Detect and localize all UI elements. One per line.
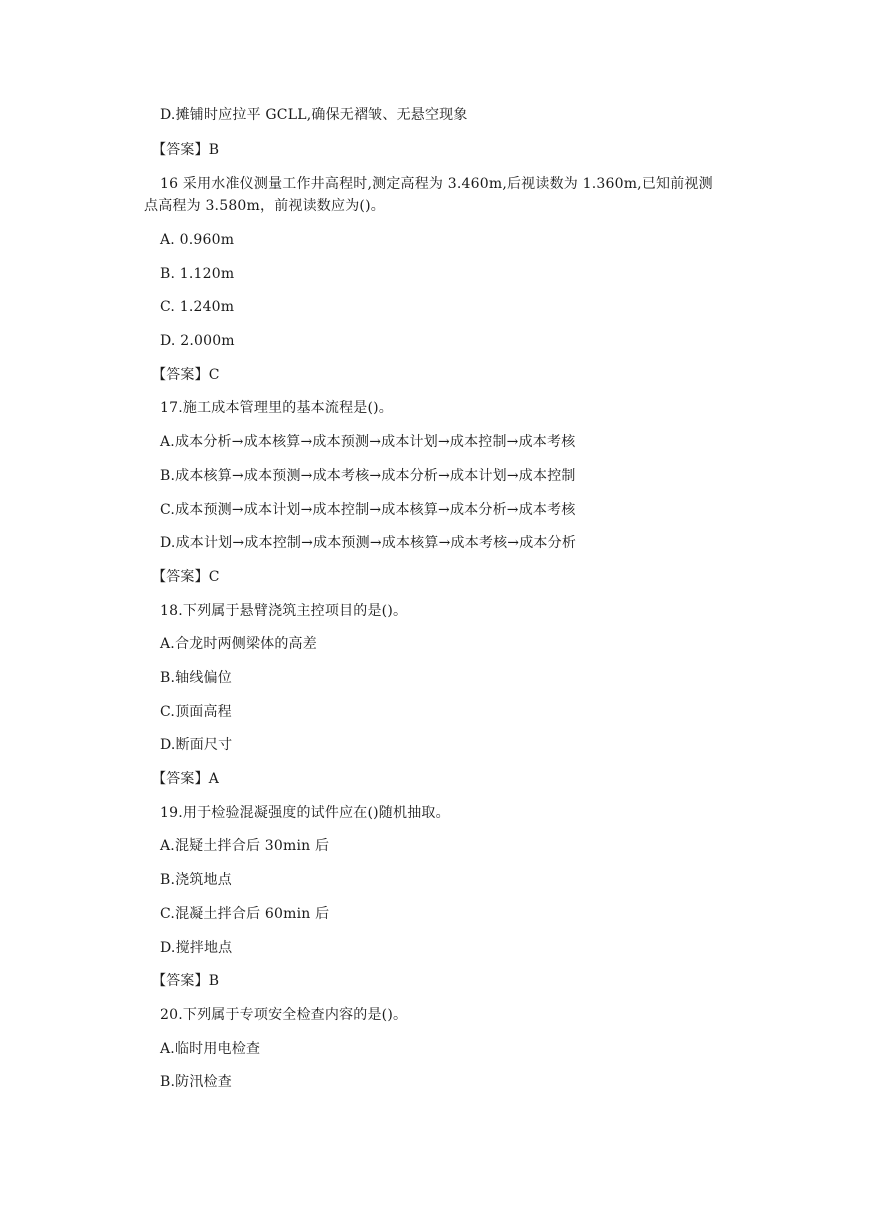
q17-option-b: B.成本核算→成本预测→成本考核→成本分析→成本计划→成本控制 <box>160 468 576 484</box>
q19-text: 19.用于检验混凝强度的试件应在()随机抽取。 <box>160 805 450 821</box>
q16-option-a: A. 0.960m <box>160 232 235 248</box>
q16-answer: 【答案】C <box>152 367 220 383</box>
q19-option-b: B.浇筑地点 <box>160 872 232 888</box>
q19-option-a: A.混疑土拌合后 30min 后 <box>160 838 330 854</box>
q17-option-d: D.成本计划→成本控制→成本预测→成本核算→成本考核→成本分析 <box>160 535 577 551</box>
q16-option-d: D. 2.000m <box>160 333 235 349</box>
q16-text-line-1: 16 采用水准仪测量工作井高程时,测定高程为 3.460m,后视读数为 1.360m,已知前视测 <box>160 176 713 192</box>
q18-answer: 【答案】A <box>152 771 220 787</box>
q15-answer: 【答案】B <box>152 142 220 158</box>
q19-answer: 【答案】B <box>152 973 220 989</box>
q20-option-b: B.防汛检查 <box>160 1074 232 1090</box>
q19-option-d: D.搅拌地点 <box>160 940 233 956</box>
q16-option-c: C. 1.240m <box>160 299 235 315</box>
q20-option-a: A.临时用电检查 <box>160 1041 261 1057</box>
q18-option-d: D.断面尺寸 <box>160 737 233 753</box>
q20-text: 20.下列属于专项安全检查内容的是()。 <box>160 1007 408 1023</box>
q18-text: 18.下列属于悬臂浇筑主控项目的是()。 <box>160 603 408 619</box>
q18-option-b: B.轴线偏位 <box>160 670 232 686</box>
q18-option-c: C.顶面高程 <box>160 704 232 720</box>
q15-option-d: D.摊铺时应拉平 GCLL,确保无褶皱、无悬空现象 <box>160 107 468 123</box>
q17-option-a: A.成本分析→成本核算→成本预测→成本计划→成本控制→成本考核 <box>160 434 576 450</box>
q19-option-c: C.混凝土拌合后 60min 后 <box>160 906 330 922</box>
q16-text-line-2: 点高程为 3.580m，前视读数应为()。 <box>144 198 385 214</box>
q17-option-c: C.成本预测→成本计划→成本控制→成本核算→成本分析→成本考核 <box>160 502 576 518</box>
q17-answer: 【答案】C <box>152 569 220 585</box>
q17-text: 17.施工成本管理里的基本流程是()。 <box>160 400 393 416</box>
q18-option-a: A.合龙时两侧梁体的高差 <box>160 636 317 652</box>
q16-option-b: B. 1.120m <box>160 266 235 282</box>
